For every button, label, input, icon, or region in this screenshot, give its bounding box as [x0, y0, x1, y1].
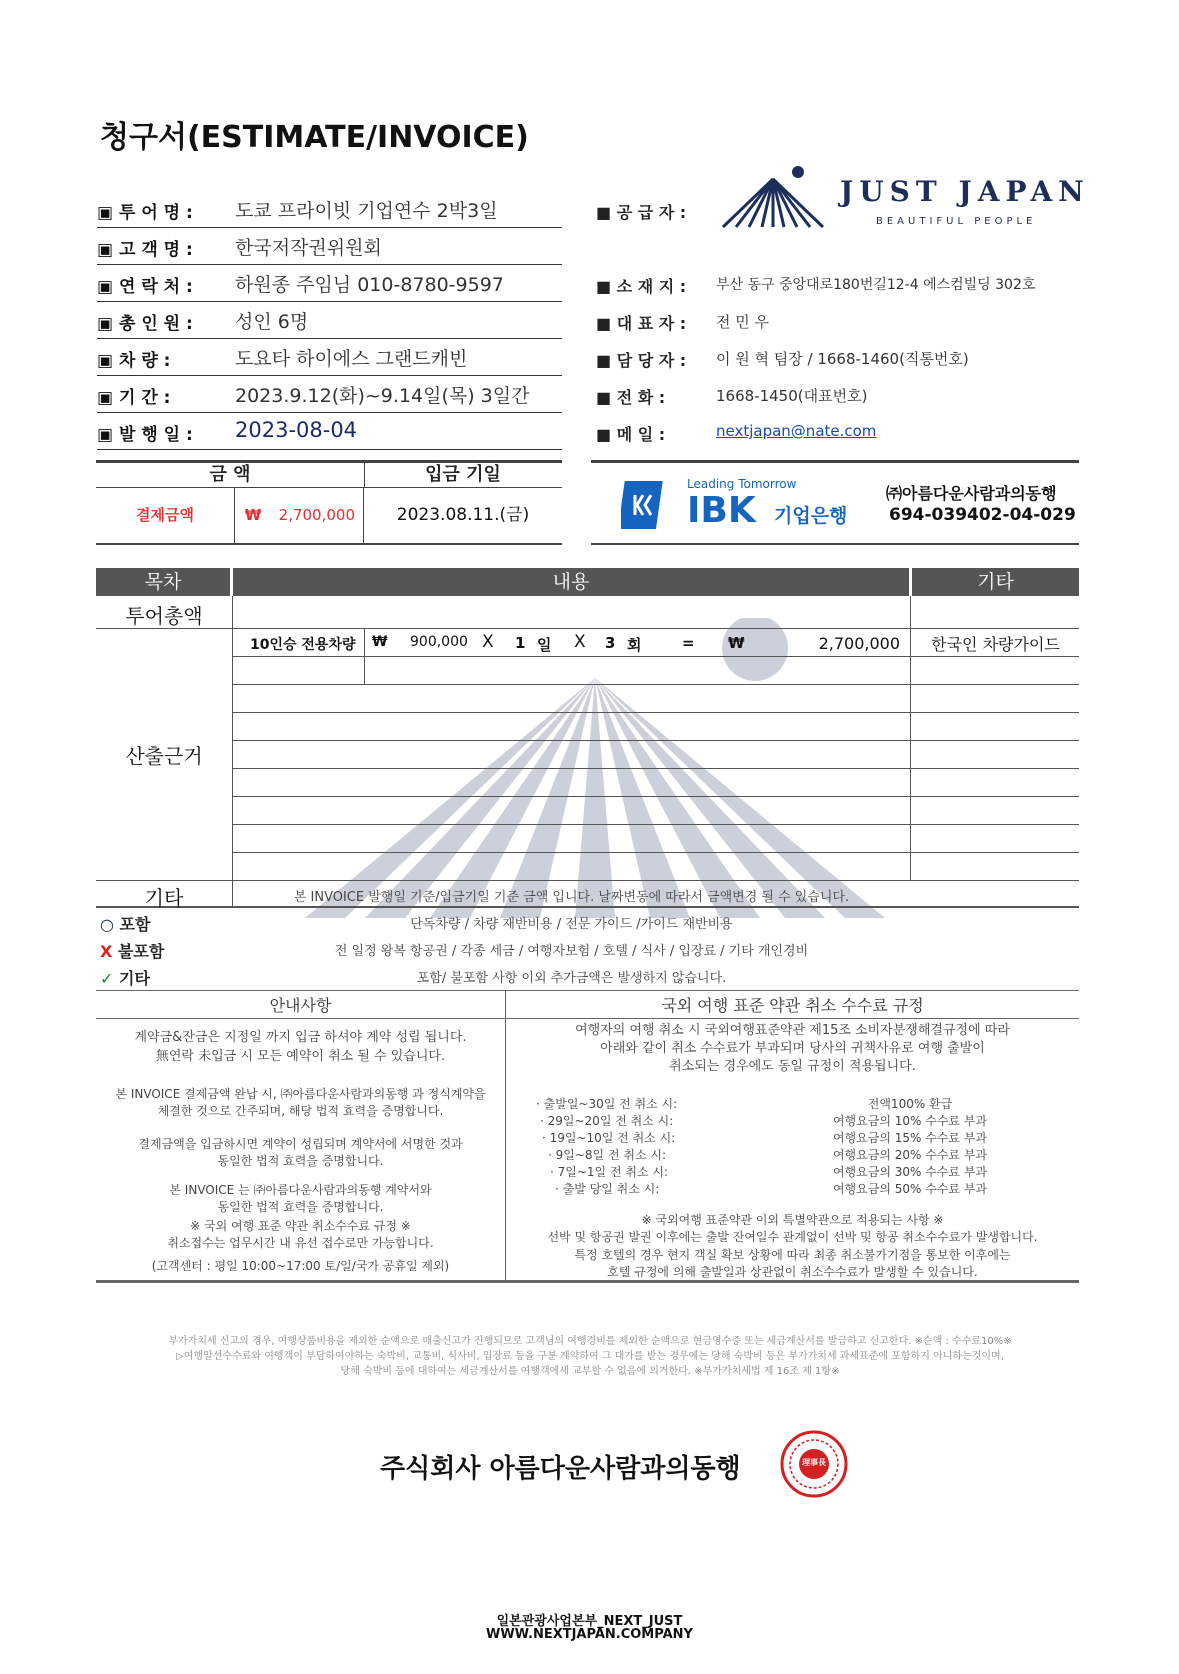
exclude-label: 불포함	[117, 942, 165, 961]
logo-name: JUST JAPAN	[840, 175, 1090, 208]
other-text: 포함/ 불포함 사항 이외 추가금액은 발생하지 않습니다.	[416, 971, 727, 986]
other-label: 기타	[118, 969, 150, 988]
table-line	[96, 906, 1079, 908]
cancel-rule-when: · 출발 당일 취소 시:	[555, 1182, 660, 1196]
cancel-note-2: 선박 및 항공권 발권 이후에는 출발 잔여일수 관계없이 선박 및 항공 취소수수료가 발생합니다.	[547, 1230, 1038, 1244]
cancel-red-2: 아래와 같이 취소 수수료가 부과되며 당사의 귀책사유로 여행 출발이	[600, 1041, 985, 1056]
bank-account: 694-039402-04-029	[889, 505, 1076, 525]
table-vline	[910, 596, 911, 880]
table-line	[233, 740, 1079, 741]
basis-label: 산출근거	[125, 744, 203, 768]
calc-days: 1	[515, 634, 526, 652]
bank-name-kr: 기업은행	[774, 505, 848, 527]
table-line	[96, 880, 1079, 881]
info-vehicle-value: 도요타 하이에스 그랜드캐빈	[235, 348, 468, 370]
table-line	[233, 656, 1079, 657]
document-title: 청구서(ESTIMATE/INVOICE)	[100, 120, 529, 155]
logo-tagline: BEAUTIFUL PEOPLE	[876, 216, 1037, 227]
include-row	[100, 912, 150, 935]
info-contact	[97, 264, 562, 302]
other-row	[100, 966, 150, 989]
info-email-label: ■ 메 일 :	[596, 425, 666, 444]
notice-p2b: 동일한 법적 효력을 증명합니다.	[217, 1154, 384, 1168]
calc-note: 한국인 차량가이드	[931, 635, 1060, 654]
exclude-text: 전 일정 왕복 항공권 / 각종 세금 / 여행자보험 / 호텔 / 식사 / 입장료 / 기타 개인경비	[334, 944, 809, 959]
table-vline	[364, 628, 365, 684]
calc-multiply: X	[574, 632, 586, 652]
cancel-rule-fee: 여행요금의 15% 수수료 부과	[832, 1131, 988, 1145]
table-line	[233, 796, 1079, 797]
tax-note-1: 부가가치세 신고의 경우, 여행상품비용을 제외한 순액으로 매출신고가 진행되므로 고객님의 여행경비를 제외한 순액으로 현금영수증 또는 세금계산서를 발급하고 신고한다. ※순액 : 수수료10%※	[168, 1336, 1012, 1347]
table-line	[233, 684, 1079, 685]
calc-times-unit: 회	[627, 636, 642, 654]
bank-holder: ㈜아름다운사람과의동행	[886, 484, 1057, 503]
info-tour	[97, 190, 562, 228]
info-address-label: ■ 소 재 지 :	[596, 277, 687, 296]
table-line	[233, 768, 1079, 769]
cancel-red-3: 취소되는 경우에도 동일 규정이 적용됩니다.	[669, 1059, 916, 1074]
footer-line-1: 일본관광사업본부_NEXT_JUST	[496, 1614, 683, 1629]
info-customer	[97, 227, 562, 265]
etc-label: 기타	[144, 886, 184, 910]
info-issue-date	[97, 412, 562, 450]
notice-p4b: 취소접수는 업무시간 내 유선 접수로만 가능합니다.	[167, 1236, 434, 1250]
include-label: 포함	[119, 915, 151, 934]
calc-item: 10인승 전용차량	[250, 637, 356, 653]
tax-note-2: ▷여행알선수수료와 여행객이 부담하여야하는 숙박비, 교통비, 식사비, 입장료 등을 구분 계약하여 그 대가를 받는 경우에는 당해 숙박비 등은 부가가치세 과세표준에 포함하지 아니하는것이며,	[176, 1351, 1004, 1362]
tax-note-3: 당해 숙박비 등에 대하여는 세금계산서를 여행객에세 교부할 수 없음에 의거한다. ※부가가치세법 제 16조 제 1항※	[340, 1366, 840, 1377]
info-customer-value: 한국저작권위원회	[235, 237, 382, 259]
table-line	[96, 628, 1079, 629]
table-line	[233, 852, 1079, 853]
calc-days-unit: 일	[537, 636, 552, 654]
company-seal-icon	[780, 1430, 848, 1498]
cancel-rule-fee: 여행요금의 20% 수수료 부과	[832, 1148, 988, 1162]
cancel-rule-when: · 9일~8일 전 취소 시:	[548, 1148, 666, 1162]
notice-p3b: 동일한 법적 효력을 증명합니다.	[217, 1200, 384, 1214]
info-issue-date-label: ▣ 발 행 일 :	[97, 425, 193, 445]
cancel-note-1: ※ 국외여행 표준약관 이외 특별약관으로 적용되는 사항 ※	[641, 1213, 944, 1227]
notice-p1b: 체결한 것으로 간주되며, 해당 법적 효력을 증명합니다.	[157, 1104, 444, 1118]
cancel-header: 국외 여행 표준 약관 취소 수수료 규정	[661, 996, 924, 1015]
cancel-rule-when: · 7일~1일 전 취소 시:	[550, 1165, 668, 1179]
notice-p5: (고객센터 : 평일 10:00~17:00 토/일/국가 공휴일 제외)	[151, 1259, 450, 1273]
info-tour-label: ▣ 투 어 명 :	[97, 203, 193, 223]
just-japan-logo-icon	[718, 165, 828, 230]
info-phone-value: 1668-1450(대표번호)	[716, 387, 868, 405]
notice-p2a: 결제금액을 입금하시면 계약이 성립되며 계약서에 서명한 것과	[138, 1137, 463, 1151]
cancel-note-4: 호텔 규정에 의해 출발일과 상관없이 취소수수료가 발생할 수 있습니다.	[607, 1265, 978, 1279]
calc-total: 2,700,000	[818, 634, 900, 653]
notice-p4a: ※ 국외 여행 표준 약관 취소수수료 규정 ※	[190, 1219, 411, 1233]
supplier-label: ■ 공 급 자 :	[596, 203, 687, 222]
exclude-mark-icon: X	[100, 942, 113, 961]
info-people-label: ▣ 총 인 원 :	[97, 314, 193, 334]
notice-header: 안내사항	[269, 996, 332, 1015]
info-customer-label: ▣ 고 객 명 :	[97, 240, 193, 260]
ibk-logo-icon	[621, 479, 667, 531]
cancel-note-3: 특정 호텔의 경우 현지 객실 확보 상황에 따라 최종 취소불가기점을 통보한 이후에는	[574, 1248, 1011, 1262]
include-mark-icon: ○	[100, 915, 114, 934]
seal-text: 理事長	[802, 1458, 826, 1467]
info-vehicle	[97, 338, 562, 376]
cancel-rule-fee: 여행요금의 50% 수수료 부과	[832, 1182, 988, 1196]
bank-box	[591, 460, 1079, 545]
info-ceo-value: 전 민 우	[716, 313, 770, 331]
cancel-red-1: 여행자의 여행 취소 시 국외여행표준약관 제15조 소비자분쟁해결규정에 따라	[575, 1023, 1010, 1038]
info-period-label: ▣ 기 간 :	[97, 388, 171, 408]
info-issue-date-value: 2023-08-04	[235, 418, 358, 442]
header-content: 내용	[233, 568, 909, 596]
bank-tagline: Leading Tomorrow	[687, 477, 797, 491]
check-mark-icon: ✓	[100, 969, 114, 988]
email-link[interactable]: nextjapan@nate.com	[716, 422, 877, 440]
section-line	[96, 1018, 1079, 1019]
etc-note: 본 INVOICE 발행일 기준/입금기일 기준 금액 입니다. 날짜변동에 따라서 금액변경 될 수 있습니다.	[293, 890, 850, 905]
info-contact-label: ▣ 연 락 처 :	[97, 277, 193, 297]
deposit-header: 입금 기일	[364, 463, 562, 488]
cancel-rule-fee: 여행요금의 30% 수수료 부과	[832, 1165, 988, 1179]
calc-currency: ₩	[372, 634, 388, 650]
info-manager-value: 이 원 혁 팀장 / 1668-1460(직통번호)	[716, 350, 969, 368]
info-tour-value: 도쿄 프라이빗 기업연수 2박3일	[235, 200, 498, 222]
notice-red-1: 계약금&잔금은 지정일 까지 입금 하셔야 계약 성립 됩니다.	[134, 1030, 467, 1045]
info-period	[97, 375, 562, 413]
info-vehicle-label: ▣ 차 량 :	[97, 351, 171, 371]
cancel-rule-when: · 29일~20일 전 취소 시:	[540, 1114, 674, 1128]
table-line	[233, 824, 1079, 825]
include-text: 단독차량 / 차량 재반비용 / 전문 가이드 /가이드 재반비용	[410, 917, 733, 932]
exclude-row	[100, 939, 164, 962]
info-people	[97, 301, 562, 339]
table-vline	[232, 596, 233, 906]
calc-unit-price: 900,000	[410, 634, 468, 650]
calc-currency: ₩	[728, 634, 745, 652]
section-line	[96, 990, 1079, 991]
amount-header: 금 액	[96, 463, 365, 488]
info-manager-label: ■ 담 당 자 :	[596, 351, 687, 370]
info-phone-label: ■ 전 화 :	[596, 388, 666, 407]
notice-red-2: 無연락 未입금 시 모든 예약이 취소 될 수 있습니다.	[155, 1049, 446, 1064]
table-line	[233, 712, 1079, 713]
cancel-rule-when: · 출발일~30일 전 취소 시:	[536, 1097, 678, 1111]
header-etc: 기타	[912, 568, 1079, 596]
calc-times: 3	[605, 634, 616, 652]
payment-currency: ₩	[244, 506, 262, 524]
info-ceo-label: ■ 대 표 자 :	[596, 314, 687, 333]
payment-due: 2023.08.11.(금)	[396, 505, 530, 525]
calc-equals: =	[682, 634, 695, 652]
footer-website: WWW.NEXTJAPAN.COMPANY	[486, 1627, 693, 1642]
header-index: 목차	[96, 568, 230, 596]
notice-p3a: 본 INVOICE 는 ㈜아름다운사람과의동행 계약서와	[169, 1183, 432, 1197]
cancel-rule-when: · 19일~10일 전 취소 시:	[542, 1131, 676, 1145]
payment-box	[96, 460, 562, 545]
info-people-value: 성인 6명	[235, 311, 309, 333]
info-period-value: 2023.9.12(화)~9.14일(목) 3일간	[235, 385, 530, 407]
calc-multiply: X	[482, 632, 494, 652]
company-name: 주식회사 아름다운사람과의동행	[380, 1454, 741, 1484]
payment-label: 결제금액	[96, 488, 235, 543]
cancel-rule-fee: 여행요금의 10% 수수료 부과	[832, 1114, 988, 1128]
total-label: 투어총액	[125, 604, 203, 628]
payment-amount: 2,700,000	[268, 488, 364, 543]
info-contact-value: 하원종 주임님 010-8780-9597	[235, 274, 504, 296]
info-address-value: 부산 동구 중앙대로180번길12-4 에스컴빌딩 302호	[716, 277, 1036, 293]
notice-p1a: 본 INVOICE 결제금액 완납 시, ㈜아름다운사람과의동행 과 정식계약을	[115, 1087, 486, 1101]
cancel-rule-fee: 전액100% 환급	[867, 1097, 953, 1111]
bank-name: IBK	[687, 490, 756, 531]
